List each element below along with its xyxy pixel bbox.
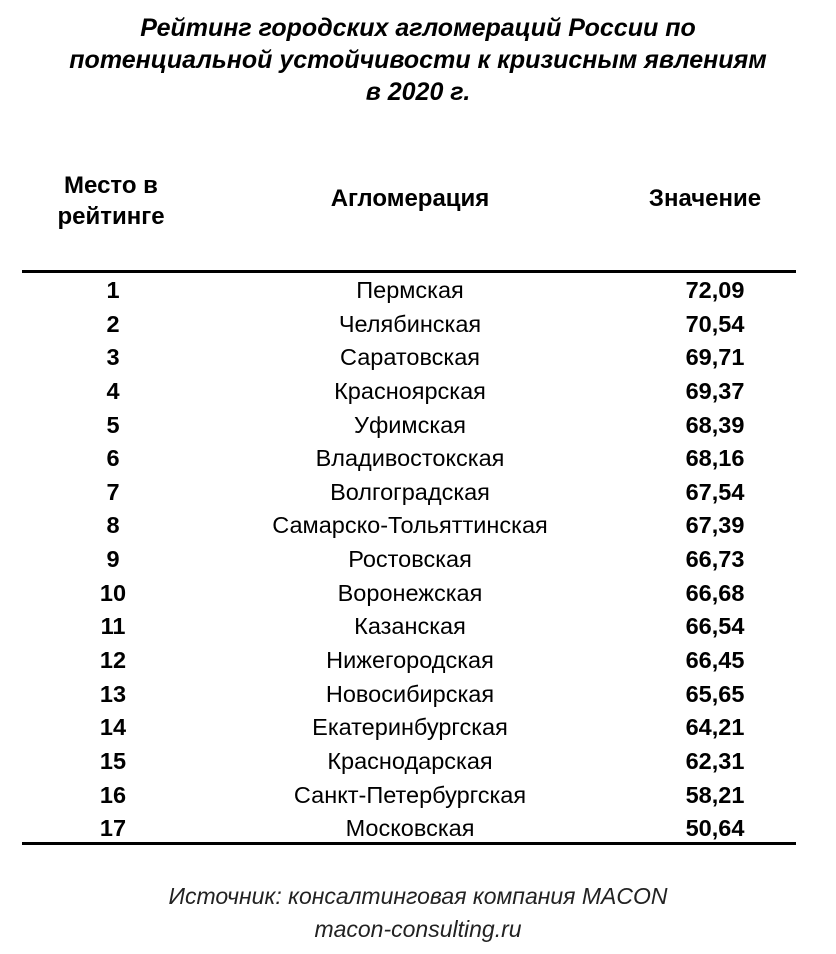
table-row	[0, 476, 836, 510]
value-cell: 66,54	[685, 613, 745, 640]
value-cell: 64,21	[685, 714, 745, 741]
agglomeration-cell: Новосибирская	[325, 680, 495, 707]
table-row	[0, 543, 836, 577]
rank-cell: 7	[106, 478, 120, 505]
rank-cell: 5	[106, 411, 120, 438]
column-header-value: Значение	[648, 185, 762, 212]
value-cell: 72,09	[685, 277, 745, 303]
agglomeration-cell: Саратовская	[339, 344, 481, 371]
rank-cell: 16	[99, 781, 127, 808]
value-cell: 70,54	[685, 310, 745, 337]
rank-cell: 10	[99, 579, 127, 606]
table-row	[0, 442, 836, 476]
table-row	[0, 341, 836, 375]
table-row	[0, 610, 836, 644]
column-header-rank-line-2: рейтинге	[57, 203, 165, 230]
table-row	[0, 308, 836, 342]
agglomeration-cell: Санкт-Петербургская	[293, 781, 527, 808]
value-cell: 65,65	[685, 680, 745, 707]
rank-cell: 15	[99, 747, 127, 774]
value-cell: 50,64	[685, 815, 745, 842]
table-row	[0, 577, 836, 611]
agglomeration-cell: Нижегородская	[326, 647, 494, 674]
value-cell: 69,71	[685, 344, 745, 371]
source-url: macon-consulting.ru	[314, 916, 522, 942]
agglomeration-cell: Уфимская	[354, 411, 466, 438]
table-bottom-rule	[22, 842, 796, 845]
rank-cell: 12	[99, 647, 127, 674]
value-cell: 67,54	[685, 478, 745, 505]
table-row	[0, 745, 836, 779]
value-cell: 66,68	[685, 579, 745, 606]
page-title	[0, 12, 836, 108]
table-row	[0, 644, 836, 678]
rank-cell: 2	[106, 310, 120, 337]
source-note	[0, 880, 836, 946]
title-line-3: в 2020 г.	[365, 78, 471, 106]
value-cell: 68,16	[685, 445, 745, 472]
value-cell: 69,37	[685, 377, 745, 404]
agglomeration-cell: Казанская	[354, 613, 466, 640]
agglomeration-cell: Владивостокская	[315, 445, 505, 472]
column-header-rank-line-1: Место в	[64, 172, 158, 199]
rank-cell: 8	[106, 512, 120, 539]
table-row	[0, 409, 836, 443]
value-cell: 66,45	[685, 647, 745, 674]
rank-cell: 11	[100, 613, 126, 640]
value-cell: 68,39	[685, 411, 745, 438]
column-header-rank	[46, 170, 176, 232]
agglomeration-cell: Пермская	[356, 277, 464, 303]
rank-cell: 3	[106, 344, 120, 371]
rank-cell: 17	[99, 815, 127, 842]
rank-cell: 6	[106, 445, 120, 472]
rank-cell: 13	[99, 680, 127, 707]
table-row	[0, 375, 836, 409]
value-cell: 58,21	[685, 781, 745, 808]
table-header	[0, 170, 836, 270]
rank-cell: 14	[99, 714, 127, 741]
source-line: Источник: консалтинговая компания MACON	[168, 883, 668, 909]
table-row	[0, 779, 836, 813]
agglomeration-cell: Екатеринбургская	[312, 714, 508, 741]
table-top-rule	[22, 270, 796, 273]
agglomeration-cell: Краснодарская	[327, 747, 493, 774]
table-row	[0, 509, 836, 543]
agglomeration-cell: Челябинская	[338, 310, 482, 337]
agglomeration-cell: Волгоградская	[330, 478, 490, 505]
rank-cell: 9	[106, 546, 120, 573]
table-row	[0, 678, 836, 712]
rank-cell: 4	[106, 377, 120, 404]
table-row	[0, 711, 836, 745]
value-cell: 62,31	[685, 747, 745, 774]
column-header-agglomeration: Агломерация	[330, 185, 490, 212]
title-line-2: потенциальной устойчивости к кризисным явлениям	[69, 46, 767, 74]
agglomeration-cell: Воронежская	[337, 579, 483, 606]
agglomeration-cell: Московская	[345, 815, 475, 842]
table-row	[0, 812, 836, 846]
value-cell: 67,39	[685, 512, 745, 539]
value-cell: 66,73	[685, 546, 745, 573]
rank-cell: 1	[106, 277, 120, 303]
table-body	[0, 274, 836, 846]
agglomeration-cell: Ростовская	[348, 546, 472, 573]
title-line-1: Рейтинг городских агломераций России по	[140, 14, 696, 42]
table-row	[0, 274, 836, 308]
agglomeration-cell: Самарско-Тольяттинская	[272, 512, 548, 539]
agglomeration-cell: Красноярская	[334, 377, 486, 404]
